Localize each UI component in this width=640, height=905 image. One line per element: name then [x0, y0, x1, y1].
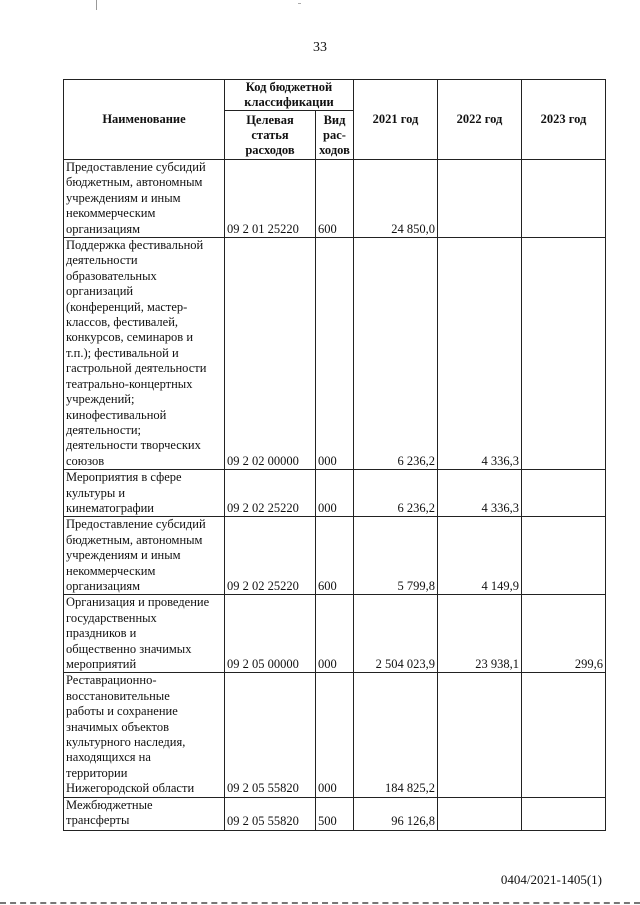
row-expense-type: 000 [316, 673, 354, 797]
row-amount-2023 [522, 517, 606, 595]
row-amount-2023 [522, 470, 606, 517]
header-target-item: Целевая статья расходов [225, 111, 316, 160]
row-amount-2021: 24 850,0 [354, 160, 438, 238]
row-amount-2022: 4 336,3 [438, 238, 522, 470]
row-amount-2022 [438, 160, 522, 238]
row-amount-2021: 2 504 023,9 [354, 595, 438, 673]
table-row [64, 673, 606, 797]
table-row [64, 160, 606, 238]
row-expense-type: 500 [316, 797, 354, 830]
row-target-code: 09 2 02 25220 [225, 517, 316, 595]
row-amount-2022 [438, 797, 522, 830]
row-name: Предоставление субсидий бюджетным, автономным учреждениям и иным некоммерческим организациям [64, 160, 225, 238]
document-code: 0404/2021-1405(1) [500, 872, 602, 887]
row-target-code: 09 2 05 55820 [225, 673, 316, 797]
row-target-code: 09 2 01 25220 [225, 160, 316, 238]
table-row [64, 517, 606, 595]
row-target-code: 09 2 05 00000 [225, 595, 316, 673]
row-name: Мероприятия в сфере культуры и кинематографии [64, 470, 225, 517]
row-amount-2023 [522, 160, 606, 238]
row-amount-2022: 4 149,9 [438, 517, 522, 595]
row-amount-2023: 299,6 [522, 595, 606, 673]
row-amount-2022 [438, 673, 522, 797]
row-name: Реставрационно- восстановительные работы и сохранение значимых объектов культурного наследия, находящихся на территории Нижегородской области [64, 673, 225, 797]
table-row [64, 238, 606, 470]
header-2022: 2022 год [438, 80, 522, 160]
row-expense-type: 000 [316, 595, 354, 673]
table-row [64, 595, 606, 673]
header-expense-type: Вид рас-ходов [316, 111, 354, 160]
row-amount-2021: 5 799,8 [354, 517, 438, 595]
page-number: 33 [313, 40, 327, 55]
row-target-code: 09 2 02 00000 [225, 238, 316, 470]
scan-artifact [96, 0, 97, 10]
table-row [64, 797, 606, 830]
row-amount-2023 [522, 797, 606, 830]
row-expense-type: 600 [316, 160, 354, 238]
row-name: Межбюджетные трансферты [64, 797, 225, 830]
row-amount-2022: 4 336,3 [438, 470, 522, 517]
row-amount-2021: 184 825,2 [354, 673, 438, 797]
row-expense-type: 600 [316, 517, 354, 595]
row-amount-2023 [522, 673, 606, 797]
row-amount-2022: 23 938,1 [438, 595, 522, 673]
row-amount-2021: 6 236,2 [354, 238, 438, 470]
row-target-code: 09 2 02 25220 [225, 470, 316, 517]
row-name: Организация и проведение государственных праздников и общественно значимых мероприятий [64, 595, 225, 673]
header-2023: 2023 год [522, 80, 606, 160]
table-row [64, 470, 606, 517]
row-expense-type: 000 [316, 470, 354, 517]
row-name: Предоставление субсидий бюджетным, автономным учреждениям и иным некоммерческим организациям [64, 517, 225, 595]
row-name: Поддержка фестивальной деятельности образовательных организаций (конференций, мастер- классов, фестивалей, конкурсов, семинаров и т.п.); фестивальной и гастрольной деятельности театрально-концертных учреждений; кинофестивальной деятельности; деятельности творческих союзов [64, 238, 225, 470]
row-target-code: 09 2 05 55820 [225, 797, 316, 830]
row-amount-2021: 6 236,2 [354, 470, 438, 517]
scan-artifact [298, 3, 301, 4]
row-amount-2021: 96 126,8 [354, 797, 438, 830]
budget-table [63, 79, 606, 831]
scan-bottom-edge [0, 902, 640, 904]
header-2021: 2021 год [354, 80, 438, 160]
header-budget-code: Код бюджетной классификации [225, 80, 354, 111]
header-name: Наименование [64, 80, 225, 160]
row-expense-type: 000 [316, 238, 354, 470]
row-amount-2023 [522, 238, 606, 470]
